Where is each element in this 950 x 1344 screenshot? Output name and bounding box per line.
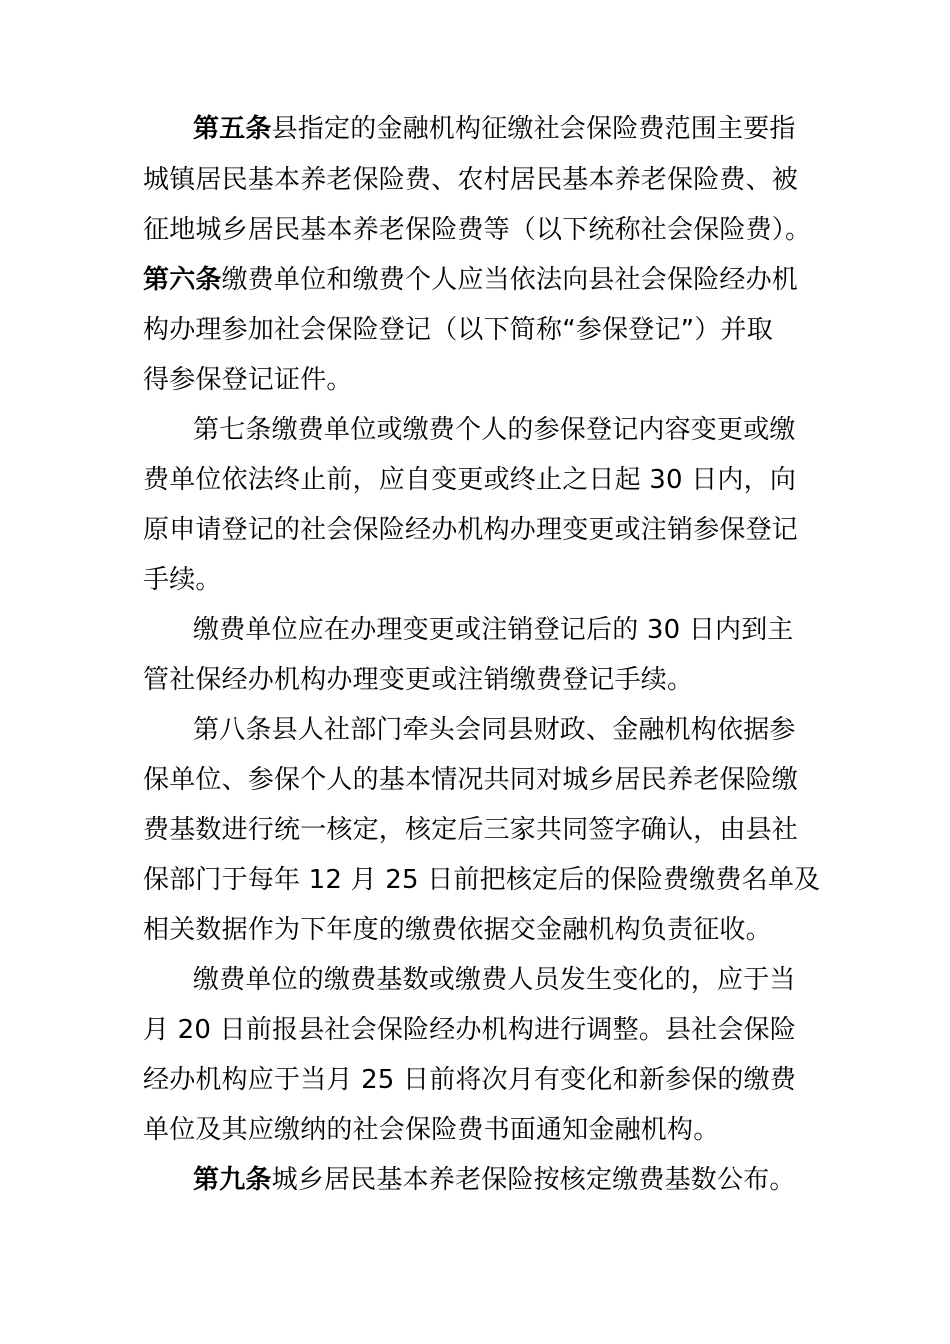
article-5-line-3 [143, 213, 863, 247]
line-text: 城镇居民基本养老保险费、农村居民基本养老保险费、被 [143, 165, 799, 195]
paragraph-line-2 [143, 663, 863, 697]
line-text: 费基数进行统一核定，核定后三家共同签字确认，由县社 [143, 815, 799, 845]
line-text: 经办机构应于当月 25 日前将次月有变化和新参保的缴费 [143, 1065, 797, 1095]
article-8-line-4 [143, 863, 863, 897]
article-7-line-2 [143, 463, 863, 497]
article-heading: 第九条 [193, 1165, 272, 1195]
line-text: 得参保登记证件。 [143, 365, 353, 395]
article-7-line-1 [193, 413, 913, 447]
line-text: 缴费单位应在办理变更或注销登记后的 30 日内到主 [193, 615, 794, 645]
article-6-line-2 [143, 313, 863, 347]
article-8-line-5 [143, 913, 863, 947]
line-text: 缴费单位的缴费基数或缴费人员发生变化的，应于当 [193, 965, 796, 995]
article-8-line-2 [143, 763, 863, 797]
article-5-line-1 [193, 112, 913, 146]
line-text: 相关数据作为下年度的缴费依据交金融机构负责征收。 [143, 915, 772, 945]
article-7-line-3 [143, 513, 863, 547]
line-text: 费单位依法终止前，应自变更或终止之日起 30 日内，向 [143, 465, 797, 495]
paragraph-2-line-2 [143, 1013, 863, 1047]
paragraph-2-line-1 [193, 963, 913, 997]
line-text: 县指定的金融机构征缴社会保险费范围主要指 [271, 114, 796, 144]
article-6-line-1 [143, 263, 863, 297]
line-text: 保部门于每年 12 月 25 日前把核定后的保险费缴费名单及 [143, 865, 821, 895]
line-text: 征地城乡居民基本养老保险费等（以下统称社会保险费）。 [143, 215, 812, 245]
line-text: 原申请登记的社会保险经办机构办理变更或注销参保登记 [143, 515, 799, 545]
line-text: 单位及其应缴纳的社会保险费书面通知金融机构。 [143, 1115, 720, 1145]
article-6-line-3 [143, 363, 863, 397]
article-heading: 第五条 [193, 114, 272, 144]
line-text: 第七条缴费单位或缴费个人的参保登记内容变更或缴 [193, 415, 796, 445]
article-8-line-3 [143, 813, 863, 847]
paragraph-2-line-3 [143, 1063, 863, 1097]
paragraph-2-line-4 [143, 1113, 863, 1147]
line-text: 管社保经办机构办理变更或注销缴费登记手续。 [143, 665, 694, 695]
paragraph-line-1 [193, 613, 913, 647]
article-8-line-1 [193, 713, 913, 747]
line-text: 手续。 [143, 565, 222, 595]
line-text: 构办理参加社会保险登记（以下简称“参保登记”）并取 [143, 315, 773, 345]
line-text: 缴费单位和缴费个人应当依法向县社会保险经办机 [221, 265, 799, 295]
article-7-line-4 [143, 563, 863, 597]
line-text: 保单位、参保个人的基本情况共同对城乡居民养老保险缴 [143, 765, 799, 795]
article-5-line-2 [143, 163, 863, 197]
article-heading: 第六条 [143, 265, 222, 295]
article-9-line-1 [193, 1163, 913, 1197]
line-text: 月 20 日前报县社会保险经办机构进行调整。县社会保险 [143, 1015, 797, 1045]
line-text: 城乡居民基本养老保险按核定缴费基数公布。 [271, 1165, 796, 1195]
line-text: 第八条县人社部门牵头会同县财政、金融机构依据参 [193, 715, 796, 745]
